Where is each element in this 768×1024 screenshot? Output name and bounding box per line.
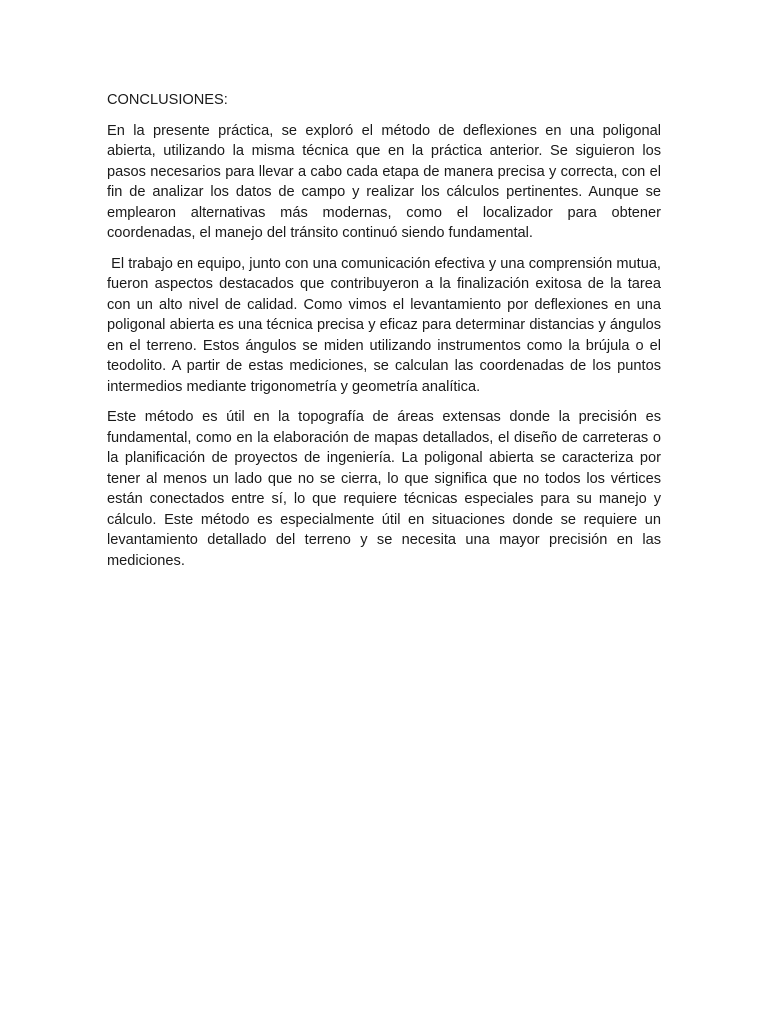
paragraph-1: En la presente práctica, se exploró el método de deflexiones en una poligonal abierta, utilizando la misma técnica que en la práctica anterior. Se siguieron los pasos necesarios para llevar a cabo cada etapa de manera precisa y correcta, con el fin de analizar los datos de campo y realizar los cálculos pertinentes. Aunque se emplearon alternativas más modernas, como el localizador para obtener coordenadas, el manejo del tránsito continuó siendo fundamental. xyxy=(107,122,661,241)
paragraph-3: Este método es útil en la topografía de áreas extensas donde la precisión es fundamental, como en la elaboración de mapas detallados, el diseño de carreteras o la planificación de proyectos de ingeniería. La poligonal abierta se caracteriza por tener al menos un lado que no se cierra, lo que significa que no todos los vértices están conectados entre sí, lo que requiere técnicas especiales para su manejo y cálculo. Este método es especialmente útil en situaciones donde se requiere un levantamiento detallado del terreno y se necesita una mayor precisión en las mediciones. xyxy=(107,409,661,569)
document-body xyxy=(107,90,666,581)
paragraph-2: El trabajo en equipo, junto con una comunicación efectiva y una comprensión mutua, fueron aspectos destacados que contribuyeron a la finalización exitosa de la tarea con un alto nivel de calidad. Como vimos el levantamiento por deflexiones en una poligonal abierta es una técnica precisa y eficaz para determinar distancias y ángulos en el terreno. Estos ángulos se miden utilizando instrumentos como la brújula o el teodolito. A partir de estas mediciones, se calculan las coordenadas de los puntos intermedios mediante trigonometría y geometría analítica. xyxy=(107,255,666,395)
section-heading: CONCLUSIONES: xyxy=(107,92,228,108)
